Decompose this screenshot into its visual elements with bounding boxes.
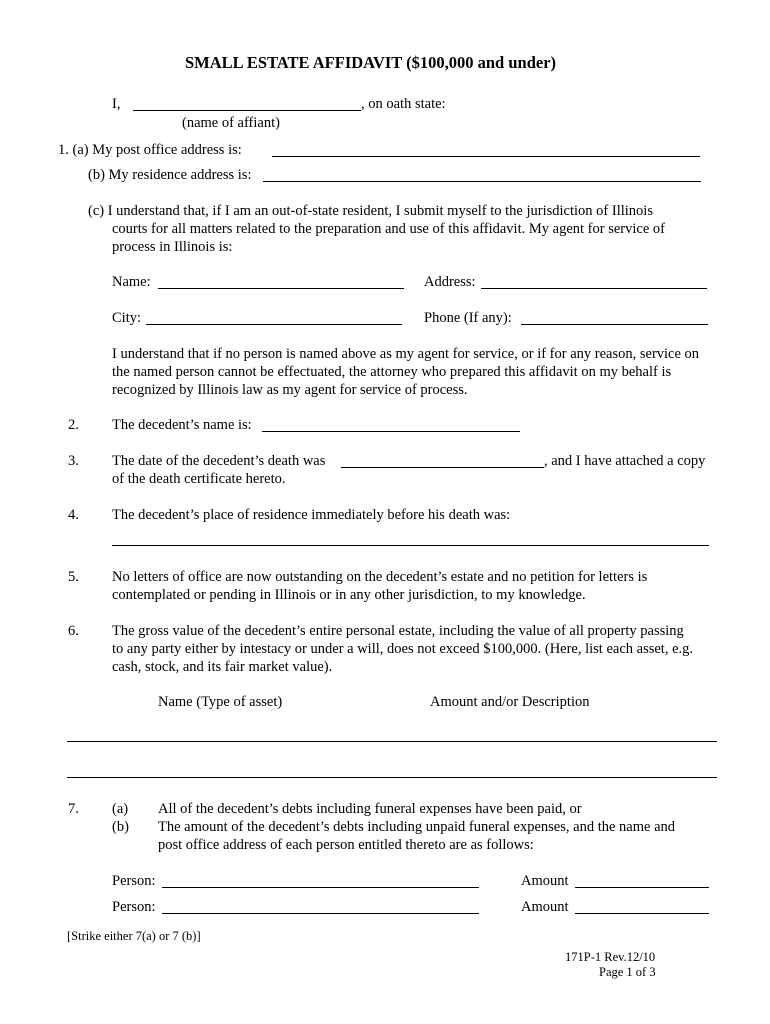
creditor-person-field-1[interactable] [162, 887, 479, 888]
agent-name-field[interactable] [158, 288, 404, 289]
unpaid-debts-line-1: The amount of the decedent’s debts including unpaid funeral expenses, and the name and [158, 819, 676, 835]
agent-city-label: City: [112, 310, 142, 326]
agent-note-line-3: recognized by Illinois law as my agent for service of process. [112, 382, 468, 398]
out-of-state-line-3: process in Illinois is: [112, 239, 233, 255]
decedent-name-label: The decedent’s name is: [112, 417, 252, 433]
gross-value-line-3: cash, stock, and its fair market value). [112, 659, 333, 675]
page-number: Page 1 of 3 [599, 965, 656, 979]
out-of-state-line-2: courts for all matters related to the preparation and use of this affidavit. My agent for service of [112, 221, 665, 237]
unpaid-debts-line-2: post office address of each person entitled thereto are as follows: [158, 837, 534, 853]
residence-address-field[interactable] [263, 181, 701, 182]
asset-entry-field-2[interactable] [67, 777, 717, 778]
death-certificate-label: , and I have attached a copy [544, 453, 706, 469]
death-date-field[interactable] [341, 467, 544, 468]
oath-label: , on oath state: [361, 96, 446, 112]
letters-of-office-line-2: contemplated or pending in Illinois or in any other jurisdiction, to my knowledge. [112, 587, 586, 603]
agent-city-field[interactable] [146, 324, 402, 325]
creditor-amount-field-1[interactable] [575, 887, 709, 888]
out-of-state-line-1: (c) I understand that, if I am an out-of-state resident, I submit myself to the jurisdiction of Illinois [88, 203, 653, 219]
document-title: SMALL ESTATE AFFIDAVIT ($100,000 and under) [185, 53, 557, 72]
agent-address-field[interactable] [481, 288, 707, 289]
strike-note: [Strike either 7(a) or 7 (b)] [67, 929, 201, 943]
residence-at-death-label: The decedent’s place of residence immediately before his death was: [112, 507, 511, 523]
item-7-number: 7. [68, 801, 79, 817]
asset-amount-column-header: Amount and/or Description [430, 694, 590, 710]
agent-note-line-1: I understand that if no person is named above as my agent for service, or if for any reason, service on [112, 346, 700, 362]
creditor-amount-field-2[interactable] [575, 913, 709, 914]
affiant-label: I, [112, 96, 121, 112]
creditor-person-field-2[interactable] [162, 913, 479, 914]
item-6-number: 6. [68, 623, 79, 639]
affiant-name-field[interactable] [133, 110, 361, 111]
creditor-amount-label-2: Amount [521, 899, 569, 915]
asset-name-column-header: Name (Type of asset) [158, 694, 283, 710]
agent-phone-label: Phone (If any): [424, 310, 512, 326]
item-5-number: 5. [68, 569, 79, 585]
agent-address-label: Address: [424, 274, 476, 290]
item-4-number: 4. [68, 507, 79, 523]
asset-entry-field-1[interactable] [67, 741, 717, 742]
po-address-field[interactable] [272, 156, 700, 157]
item-7b-label: (b) [112, 819, 129, 835]
agent-phone-field[interactable] [521, 324, 708, 325]
letters-of-office-line-1: No letters of office are now outstanding on the decedent’s estate and no petition for letters is [112, 569, 648, 585]
creditor-person-label-1: Person: [112, 873, 156, 889]
agent-name-label: Name: [112, 274, 151, 290]
death-date-label: The date of the decedent’s death was [112, 453, 326, 469]
death-certificate-line-2: of the death certificate hereto. [112, 471, 286, 487]
affiant-name-caption: (name of affiant) [182, 115, 280, 131]
item-2-number: 2. [68, 417, 79, 433]
decedent-name-field[interactable] [262, 431, 520, 432]
item-7a-label: (a) [112, 801, 129, 817]
residence-at-death-field[interactable] [112, 545, 709, 546]
gross-value-line-1: The gross value of the decedent’s entire personal estate, including the value of all property passing [112, 623, 684, 639]
residence-address-label: (b) My residence address is: [88, 167, 252, 183]
gross-value-line-2: to any party either by intestacy or under a will, does not exceed $100,000. (Here, list each asset, e.g. [112, 641, 694, 657]
debts-paid-text: All of the decedent’s debts including funeral expenses have been paid, or [158, 801, 582, 817]
agent-note-line-2: the named person cannot be effectuated, the attorney who prepared this affidavit on my behalf is [112, 364, 672, 380]
po-address-label: 1. (a) My post office address is: [58, 142, 242, 158]
creditor-person-label-2: Person: [112, 899, 156, 915]
creditor-amount-label-1: Amount [521, 873, 569, 889]
form-id: 171P-1 Rev.12/10 [565, 950, 656, 964]
item-3-number: 3. [68, 453, 79, 469]
